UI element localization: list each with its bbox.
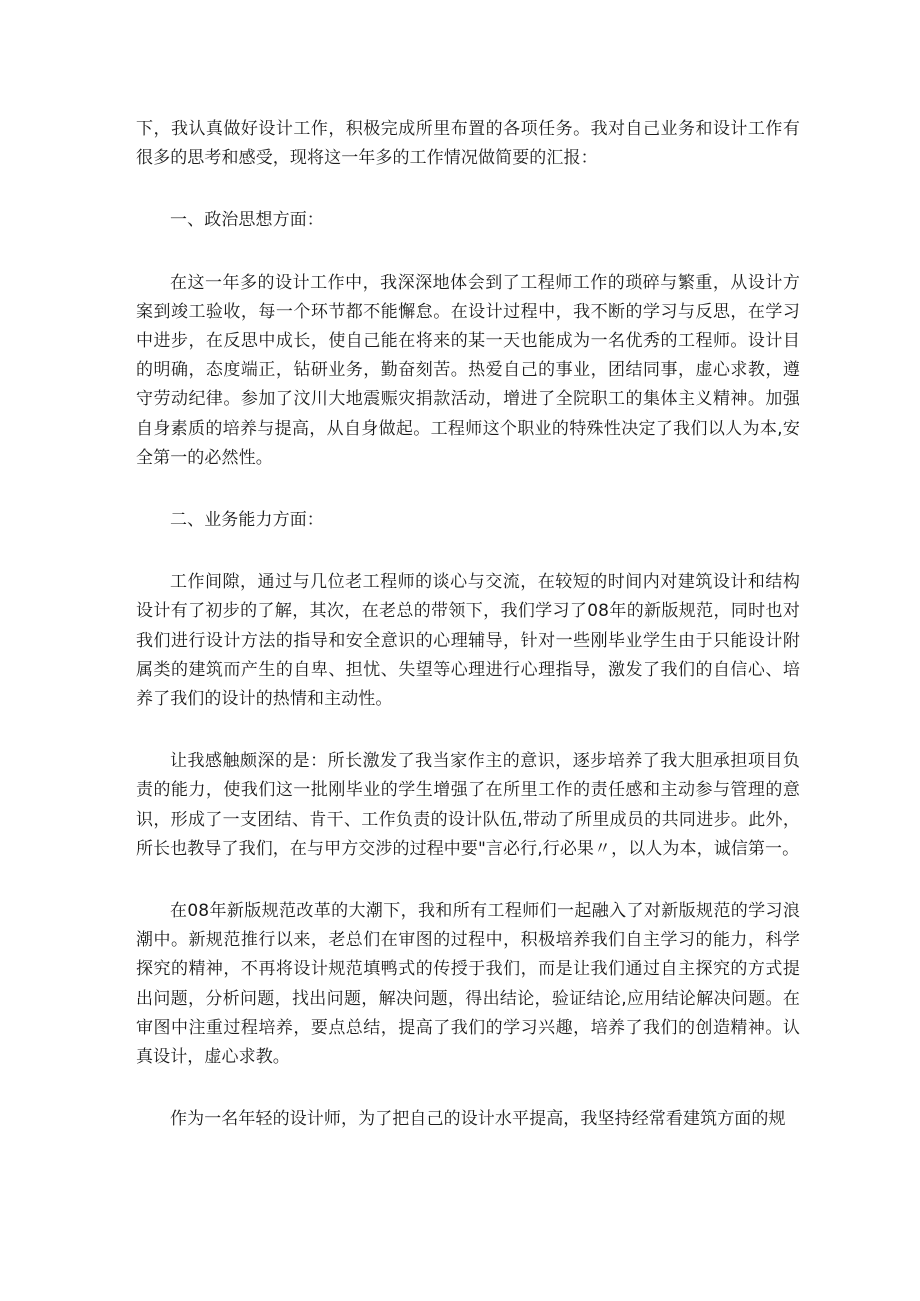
paragraph-young-designer: 作为一名年轻的设计师，为了把自己的设计水平提高，我坚持经常看建筑方面的规 (170, 1109, 786, 1130)
paragraph-impression: 让我感触颇深的是：所长激发了我当家作主的意识，逐步培养了我大胆承担项目负责的能力，使我们这一批刚毕业的学生增强了在所里工作的责任感和主动参与管理的意识，形成了一支团结、肯干、工作负责的设计队伍,带动了所里成员的共同进步。此外，所长也教导了我们，在与甲方交涉的过程中要"言必行,行必果〃，以人为本，诚信第一。 (136, 751, 800, 859)
paragraph-political-thought: 在这一年多的设计工作中，我深深地体会到了工程师工作的琐碎与繁重，从设计方案到竣工验收，每一个环节都不能懈怠。在设计过程中，我不断的学习与反思，在学习中进步，在反思中成长，使自己能在将来的某一天也能成为一名优秀的工程师。设计目的明确，态度端正，钻研业务，勤奋刻苦。热爱自己的事业，团结同事，虚心求教，遵守劳动纪律。参加了汶川大地震赈灾捐款活动，增进了全院职工的集体主义精神。加强自身素质的培养与提高，从自身做起。工程师这个职业的特殊性决定了我们以人为本,安全第一的必然性。 (136, 272, 800, 468)
document-body (136, 115, 800, 1134)
paragraph-intro-continuation: 下，我认真做好设计工作，积极完成所里布置的各项任务。我对自己业务和设计工作有很多的思考和感受，现将这一年多的工作情况做简要的汇报： (136, 119, 800, 169)
paragraph-new-code-study: 在08年新版规范改革的大潮下，我和所有工程师们一起融入了对新版规范的学习浪潮中。新规范推行以来，老总们在审图的过程中，积极培养我们自主学习的能力，科学探究的精神，不再将设计规范填鸭式的传授于我们，而是让我们通过自主探究的方式提出问题，分析问题，找出问题，解决问题，得出结论，验证结论,应用结论解决问题。在审图中注重过程培养，要点总结，提高了我们的学习兴趣，培养了我们的创造精神。认真设计，虚心求教。 (136, 901, 800, 1068)
section-heading-business-ability: 二、业务能力方面： (170, 510, 324, 531)
paragraph-business-ability: 工作间隙，通过与几位老工程师的谈心与交流，在较短的时间内对建筑设计和结构设计有了初步的了解，其次，在老总的带领下，我们学习了08年的新版规范，同时也对我们进行设计方法的指导和安全意识的心理辅导，针对一些刚毕业学生由于只能设计附属类的建筑而产生的自卑、担忧、失望等心理进行心理指导，激发了我们的自信心、培养了我们的设计的热情和主动性。 (136, 572, 800, 710)
section-heading-political-thought: 一、政治思想方面： (170, 210, 324, 231)
